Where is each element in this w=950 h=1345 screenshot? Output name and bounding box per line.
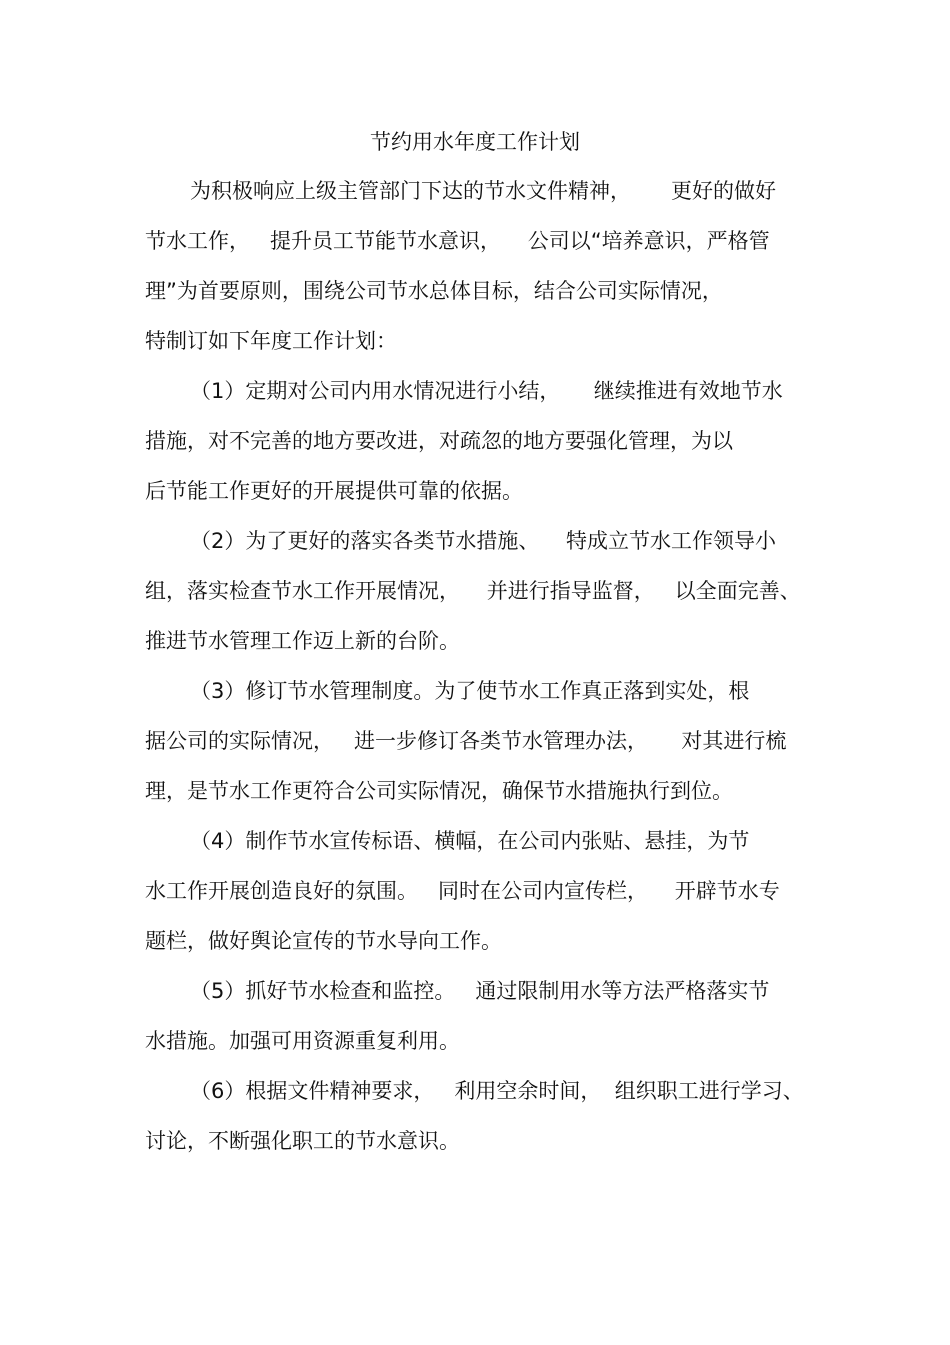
paragraph-line: 节水工作， 提升员工节能节水意识， 公司以“培养意识，严格管 [145, 229, 770, 253]
paragraph-line: （2）为了更好的落实各类节水措施、 特成立节水工作领导小 [190, 529, 777, 553]
paragraph-line: 后节能工作更好的开展提供可靠的依据。 [145, 479, 523, 503]
paragraph-line: 推进节水管理工作迈上新的台阶。 [145, 629, 460, 653]
paragraph-line: 水措施。加强可用资源重复利用。 [145, 1029, 460, 1053]
paragraph-line: （1）定期对公司内用水情况进行小结， 继续推进有效地节水 [190, 379, 783, 403]
paragraph-line: 讨论，不断强化职工的节水意识。 [145, 1129, 460, 1153]
paragraph-line: （4）制作节水宣传标语、横幅，在公司内张贴、悬挂，为节 [190, 829, 750, 853]
paragraph-line: 理”为首要原则，围绕公司节水总体目标，结合公司实际情况， [145, 279, 723, 303]
paragraph-line: （5）抓好节水检查和监控。 通过限制用水等方法严格落实节 [190, 979, 770, 1003]
paragraph-line: （3）修订节水管理制度。为了使节水工作真正落到实处，根 [190, 679, 750, 703]
paragraph-line: 理，是节水工作更符合公司实际情况，确保节水措施执行到位。 [145, 779, 733, 803]
paragraph-line: （6）根据文件精神要求， 利用空余时间， 组织职工进行学习、 [190, 1079, 804, 1103]
paragraph-line: 组，落实检查节水工作开展情况， 并进行指导监督， 以全面完善、 [145, 579, 801, 603]
paragraph-line: 据公司的实际情况， 进一步修订各类节水管理办法， 对其进行梳 [145, 729, 787, 753]
document-title: 节约用水年度工作计划 [370, 130, 580, 154]
paragraph-line: 措施，对不完善的地方要改进，对疏忽的地方要强化管理，为以 [145, 429, 733, 453]
paragraph-line: 题栏，做好舆论宣传的节水导向工作。 [145, 929, 502, 953]
paragraph-line: 特制订如下年度工作计划： [145, 329, 397, 353]
paragraph-line: 水工作开展创造良好的氛围。 同时在公司内宣传栏， 开辟节水专 [145, 879, 780, 903]
paragraph-line: 为积极响应上级主管部门下达的节水文件精神， 更好的做好 [190, 179, 777, 203]
